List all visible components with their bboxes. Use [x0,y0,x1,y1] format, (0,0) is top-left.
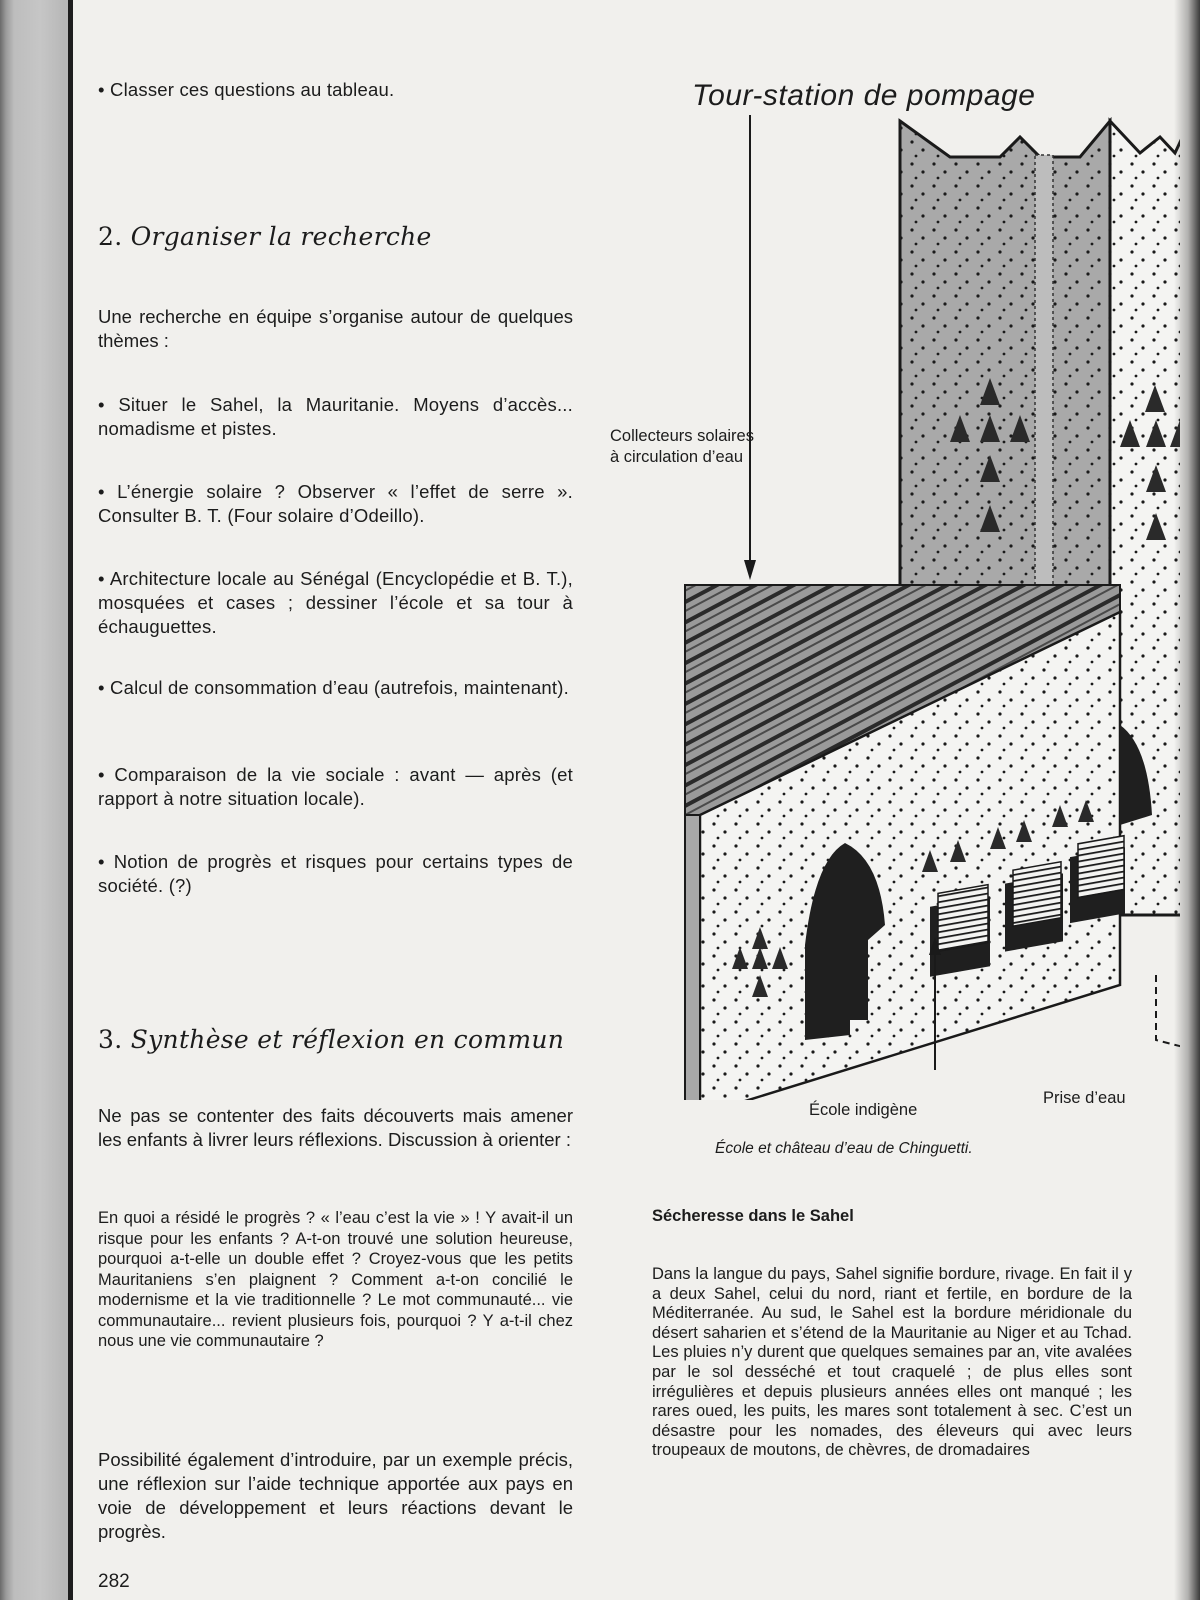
solar-collectors-label-line-1: Collecteurs solaires [610,427,754,445]
page-number: 282 [98,1571,130,1592]
theme-bullet-2: • L’énergie solaire ? Observer « l’effet de serre ». Consulter B. T. (Four solaire d’Odeillo). [98,481,573,526]
section-2-title: Organiser la recherche [130,222,432,251]
section-2-number: 2. [98,222,123,251]
theme-bullet-5: • Comparaison de la vie sociale : avant — après (et rapport à notre situation locale). [98,764,573,809]
figure-caption: École et château d’eau de Chinguetti. [715,1140,973,1157]
solar-collectors-label [610,426,754,468]
theme-bullet-3: • Architecture locale au Sénégal (Encyclopédie et B. T.), mosquées et cases ; dessiner l’école et sa tour à échauguettes. [98,568,573,637]
section-2-heading [98,222,432,251]
school-water-tower-illustration [600,115,1180,1100]
school-label: École indigène [809,1101,918,1119]
section-2-intro: Une recherche en équipe s’organise autour de quelques thèmes : [98,306,573,351]
discussion-questions: En quoi a résidé le progrès ? « l’eau c’est la vie » ! Y avait-il un risque pour les enfants ? A-t-on trouvé une solution heureuse, pourquoi a-t-elle un double effet ? Croyez-vous que les petits Mauritaniens s’en plaignent ? Comment a-t-on concilié le modernisme et la vie traditionnelle ? Le mot communauté... vie communautaire... revient plusieurs fois, pourquoi ? Y a-t-il chez nous une vie communautaire ? [98,1209,573,1350]
sidebox-text: Dans la langue du pays, Sahel signifie bordure, rivage. En fait il y a deux Sahel, celui du nord, riant et fertile, en bordure de la Méditerranée. Au sud, le Sahel est la bordure méridionale du désert saharien et s’étend de la Mauritanie au Niger et au Tchad. Les pluies n’y durent que quelques semaines par an, vite avalées par le sol desséché et tout craquelé ; de plus elles sont irrégulières et depuis plusieurs années elles ont manqué ; les rares oued, les puits, les mares sont totalement à sec. C’est un désastre pour les nomades, des éleveurs qui avec leurs troupeaux de moutons, de chèvres, de dromadaires [652,1265,1132,1460]
section-3-title: Synthèse et réflexion en commun [130,1025,565,1054]
section-3-heading [98,1025,564,1054]
water-intake-label: Prise d’eau [1043,1089,1126,1107]
theme-bullet-1: • Situer le Sahel, la Mauritanie. Moyens d’accès... nomadisme et pistes. [98,394,573,439]
sidebox-title: Sécheresse dans le Sahel [652,1207,854,1225]
collector-arrow [744,115,756,580]
book-page [73,0,1174,1600]
book-spine-shadow [0,0,68,1600]
intro-bullet: • Classer ces questions au tableau. [98,79,395,100]
figure-title: Tour-station de pompage [692,79,1036,112]
section-3-number: 3. [98,1025,123,1054]
closing-paragraph: Possibilité également d’introduire, par un exemple précis, une réflexion sur l’aide technique apportée aux pays en voie de développement et leurs réactions devant le progrès. [98,1449,573,1542]
theme-bullet-6: • Notion de progrès et risques pour certains types de société. (?) [98,851,573,896]
page-curl-shadow [1174,0,1200,1600]
theme-bullet-4: • Calcul de consommation d’eau (autrefois, maintenant). [98,677,569,698]
section-3-intro: Ne pas se contenter des faits découverts mais amener les enfants à livrer leurs réflexions. Discussion à orienter : [98,1105,573,1150]
solar-collectors-label-line-2: à circulation d’eau [610,448,743,466]
